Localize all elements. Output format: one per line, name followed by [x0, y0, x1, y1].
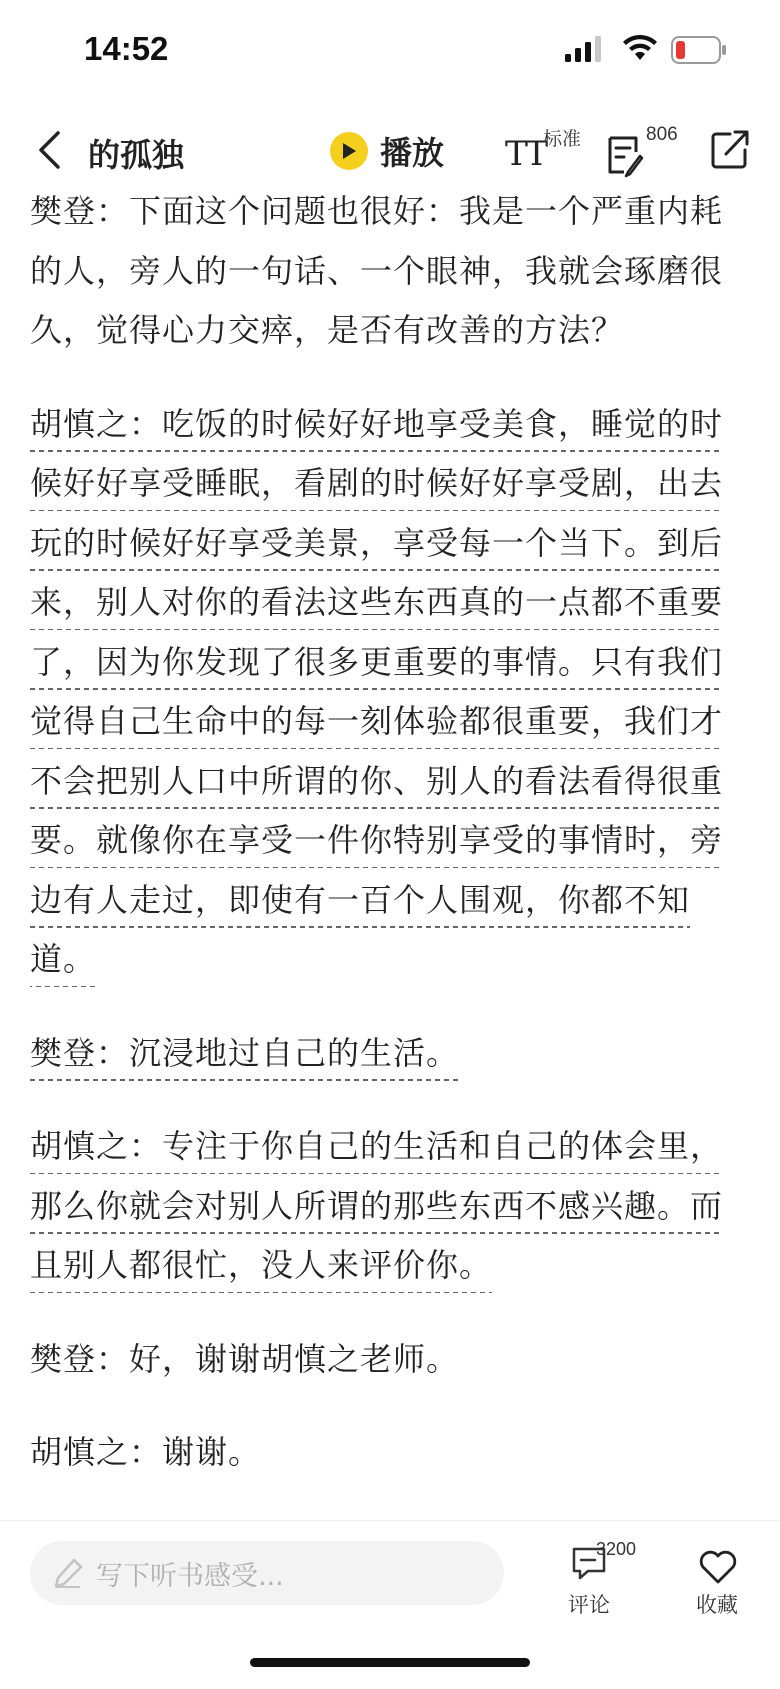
status-time: 14:52 [84, 30, 169, 67]
play-icon [330, 132, 368, 170]
font-size-icon: TT [505, 134, 545, 174]
font-size-button[interactable] [505, 124, 585, 180]
comment-button[interactable] [560, 1539, 650, 1629]
pen-icon [52, 1557, 84, 1589]
paragraph-text: 胡慎之：吃饭的时候好好地享受美食，睡觉的时候好好享受睡眠，看剧的时候好好享受剧，出去玩的时候好好享受美景，享受每一个当下。到后来，别人对你的看法这些东西真的一点都不重要了，因为你发现了很多更重要的事情。只有我们觉得自己生命中的每一刻体验都很重要，我们才不会把别人口中所谓的你、别人的看法看得很重要。就像你在享受一件你特别享受的事情时，旁边有人走过，即使有一百个人围观，你都不知道。 [30, 405, 723, 988]
nav-bar [0, 110, 780, 190]
transcript-paragraph [30, 182, 750, 361]
comment-label: 评论 [568, 1593, 610, 1617]
heart-icon [698, 1549, 738, 1585]
font-size-label: 标准 [543, 128, 582, 150]
paragraph-text: 樊登：下面这个问题也很好：我是一个严重内耗的人，旁人的一句话、一个眼神，我就会琢磨很久，觉得心力交瘁，是否有改善的方法？ [30, 192, 724, 349]
transcript-content [30, 182, 750, 1517]
back-arrow-icon[interactable] [36, 130, 62, 170]
comment-placeholder: 写下听书感受... [96, 1560, 284, 1592]
paragraph-text: 胡慎之：谢谢。 [30, 1433, 262, 1471]
notes-button[interactable] [606, 124, 686, 180]
comment-count: 3200 [596, 1539, 637, 1559]
status-bar [0, 0, 780, 100]
notes-count: 806 [646, 124, 678, 145]
cellular-signal-icon [565, 36, 603, 62]
play-label: 播放 [380, 134, 445, 172]
notes-icon [606, 134, 646, 178]
play-button[interactable] [330, 126, 444, 176]
transcript-paragraph-highlighted[interactable] [30, 395, 750, 990]
share-icon[interactable] [710, 128, 750, 170]
favorite-label: 收藏 [696, 1593, 738, 1617]
paragraph-text: 樊登：沉浸地过自己的生活。 [30, 1034, 459, 1081]
home-indicator[interactable] [250, 1658, 530, 1667]
transcript-paragraph [30, 1330, 750, 1390]
comment-input[interactable] [30, 1541, 504, 1605]
battery-icon [671, 36, 727, 64]
book-title: 的孤独 [88, 136, 185, 174]
transcript-paragraph-highlighted[interactable] [30, 1024, 750, 1084]
wifi-icon [622, 34, 658, 62]
transcript-paragraph-highlighted[interactable] [30, 1117, 750, 1296]
transcript-paragraph [30, 1423, 750, 1483]
paragraph-text: 樊登：好，谢谢胡慎之老师。 [30, 1339, 460, 1378]
favorite-button[interactable] [690, 1539, 750, 1629]
paragraph-text: 胡慎之：专注于你自己的生活和自己的体会里，那么你就会对别人所谓的那些东西不感兴趣。而且别人都很忙，没人来评价你。 [30, 1127, 723, 1293]
